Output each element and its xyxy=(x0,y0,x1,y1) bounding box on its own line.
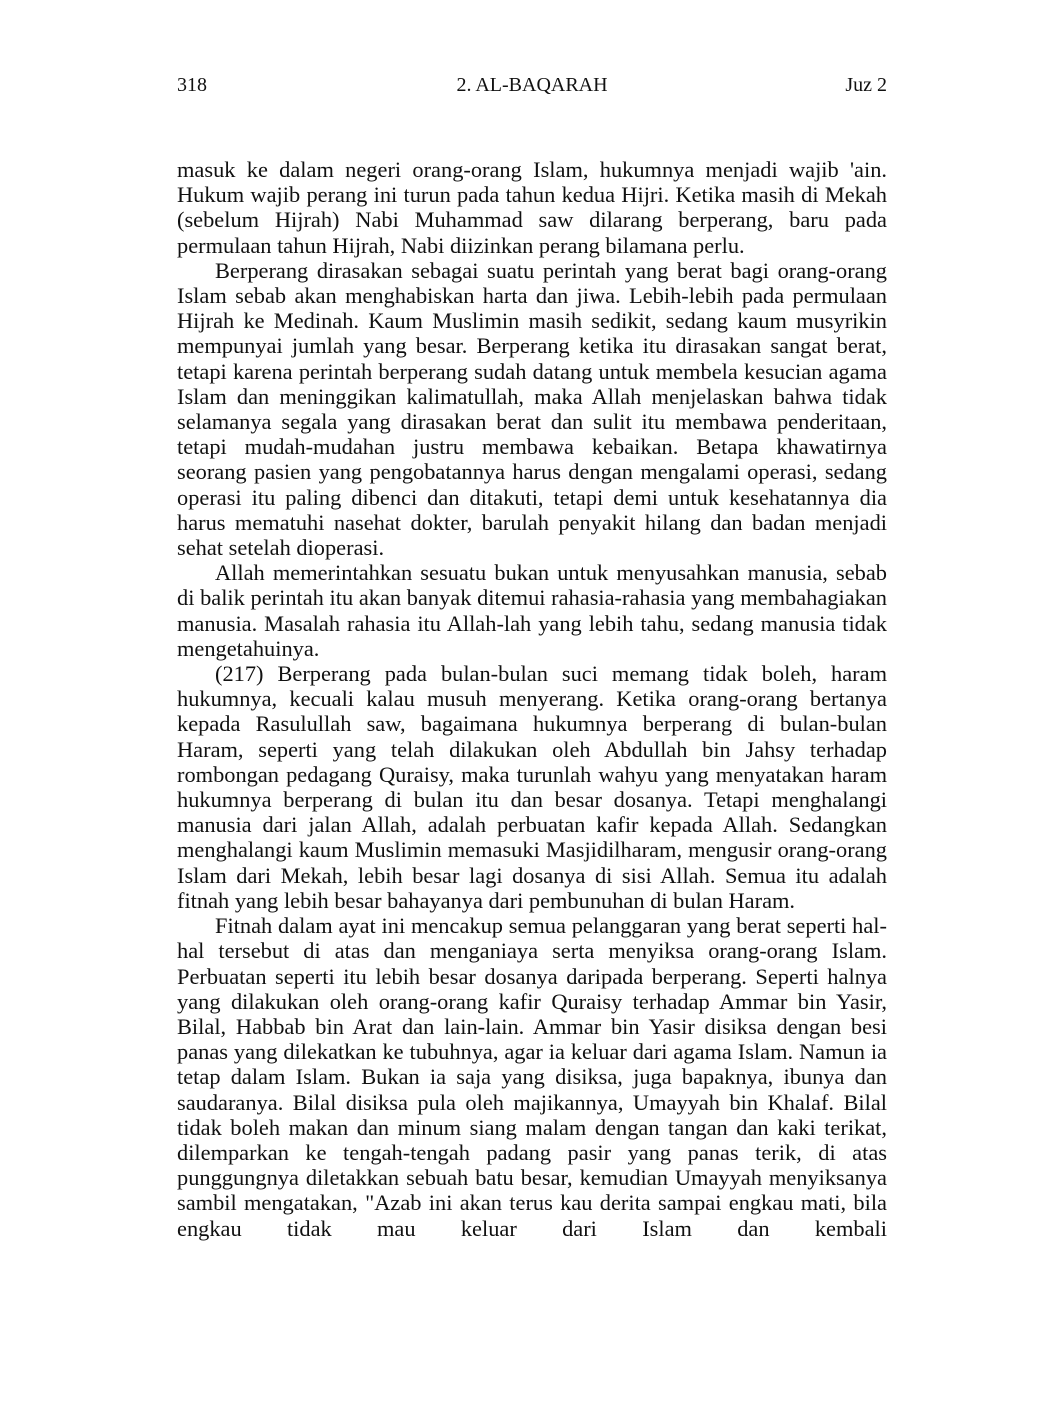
paragraph: masuk ke dalam negeri orang-orang Islam, hukumnya menjadi wajib 'ain. Hukum wajib perang ini turun pada tahun kedua Hijri. Ketika masih di Mekah (sebelum Hijrah) Nabi Muhammad saw dilarang berperang, baru pada permulaan tahun Hijrah, Nabi diizinkan perang bilamana perlu. xyxy=(177,157,887,258)
paragraph: Berperang dirasakan sebagai suatu perintah yang berat bagi orang-orang Islam sebab akan menghabiskan harta dan jiwa. Lebih-lebih pada permulaan Hijrah ke Medinah. Kaum Muslimin masih sedikit, sedang kaum musyrikin mempunyai jumlah yang besar. Berperang ketika itu dirasakan sangat berat, tetapi karena perintah berperang sudah datang untuk membela kesucian agama Islam dan meninggikan kalimatullah, maka Allah menjelaskan bahwa tidak selamanya segala yang dirasakan berat dan sulit itu membawa penderitaan, tetapi mudah-mudahan justru membawa kebaikan. Betapa khawatirnya seorang pasien yang pengobatannya harus dengan mengalami operasi, sedang operasi itu paling dibenci dan ditakuti, tetapi demi untuk kesehatannya dia harus mematuhi nasehat dokter, barulah penyakit hilang dan badan menjadi sehat setelah dioperasi. xyxy=(177,257,887,561)
paragraph: (217) Berperang pada bulan-bulan suci memang tidak boleh, haram hukumnya, kecuali kalau musuh menyerang. Ketika orang-orang bertanya kepada Rasulullah saw, bagaimana hukumnya berperang di bulan-bulan Haram, seperti yang telah dilakukan oleh Abdullah bin Jahsy terhadap rombongan pedagang Quraisy, maka turunlah wahyu yang menyatakan haram hukumnya berperang di bulan itu dan besar dosanya. Tetapi menghalangi manusia dari jalan Allah, adalah perbuatan kafir kepada Allah. Sedangkan menghalangi kaum Muslimin memasuki Masjidilharam, mengusir orang-orang Islam dari Mekah, lebih besar lagi dosanya di sisi Allah. Semua itu adalah fitnah yang lebih besar bahayanya dari pembunuhan di bulan Haram. xyxy=(177,661,887,913)
paragraph: Fitnah dalam ayat ini mencakup semua pelanggaran yang berat seperti hal-hal tersebut di atas dan menganiaya serta menyiksa orang-orang Islam. Perbuatan seperti itu lebih besar dosanya daripada berperang. Seperti halnya yang dilakukan oleh orang-orang kafir Quraisy terhadap Ammar bin Yasir, Bilal, Habbab bin Arat dan lain-lain. Ammar bin Yasir disiksa dengan besi panas yang dilekatkan ke tubuhnya, agar ia keluar dari agama Islam. Namun ia tetap dalam Islam. Bukan ia saja yang disiksa, juga bapaknya, ibunya dan saudaranya. Bilal disiksa pula oleh majikannya, Umayyah bin Khalaf. Bilal tidak boleh makan dan minum siang malam dengan tangan dan kaki terikat, dilemparkan ke tengah-tengah padang pasir yang panas terik, di atas punggungnya diletakkan sebuah batu besar, kemudian Umayyah menyiksanya sambil mengatakan, "Azab ini akan terus kau derita sampai engkau mati, bila engkau tidak mau keluar dari Islam dan kembali xyxy=(177,913,887,1241)
chapter-title: 2. AL-BAQARAH xyxy=(456,74,608,96)
paragraph: Allah memerintahkan sesuatu bukan untuk menyusahkan manusia, sebab di balik perintah itu akan banyak ditemui rahasia-rahasia yang membahagiakan manusia. Masalah rahasia itu Allah-lah yang lebih tahu, sedang manusia tidak mengetahuinya. xyxy=(177,560,887,661)
page-header xyxy=(177,72,887,98)
juz-label: Juz 2 xyxy=(845,74,887,96)
page-number: 318 xyxy=(177,74,207,96)
body-text xyxy=(177,157,887,1241)
